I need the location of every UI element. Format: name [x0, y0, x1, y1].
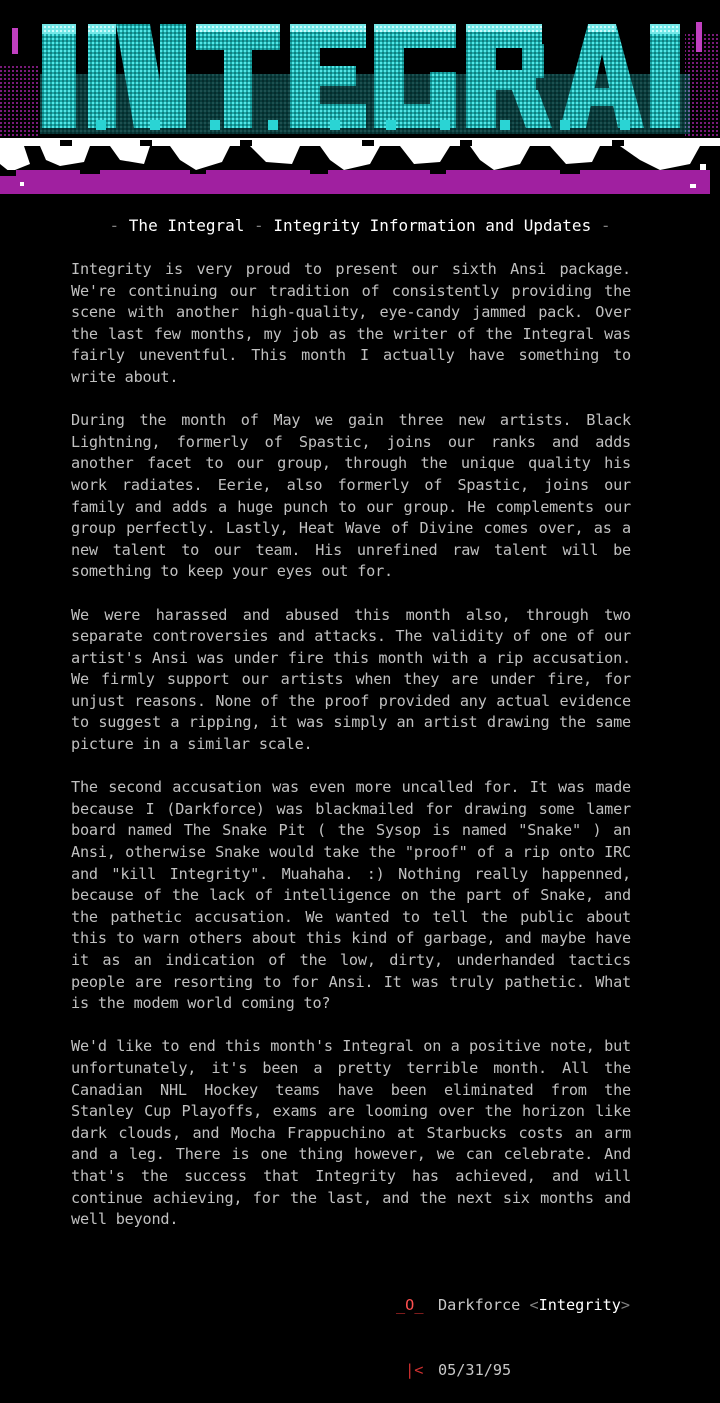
heading-dash-right: - — [600, 216, 611, 235]
signature-group: Integrity — [538, 1296, 621, 1315]
signature-glyph-bottom — [396, 1360, 438, 1382]
paragraph-intro: Integrity is very proud to present our sixth Ansi package. We're continuing our tradition of consistently providing the scene with another high-quality, eye-candy jammed pack. Over the last few months, my job as the writer of the Integral was fairly uneventful. This month I actually have something to write about. — [71, 260, 631, 386]
heading-dash-mid: - — [254, 216, 264, 235]
signature-author: Darkforce — [438, 1296, 521, 1315]
signature-glyph-top — [396, 1295, 438, 1317]
heading-subtitle: Integrity Information and Updates — [273, 216, 592, 235]
signature-gt: > — [620, 1296, 631, 1315]
sig-glyph-o: O — [405, 1296, 415, 1315]
page-heading — [0, 215, 720, 236]
article-body — [71, 259, 631, 1252]
paragraph-controversies: We were harassed and abused this month also, through two separate controversies and attacks. The validity of one of our artist's Ansi was under fire this month with a rip accusation. We firmly support our artists when they are under fire, for unjust reasons. None of the proof provided any actual evidence to suggest a ripping, it was simply an artist drawing the same picture in a similar scale. — [71, 605, 631, 754]
integral-logo — [0, 14, 720, 194]
heading-dash-left: - — [109, 216, 120, 235]
signature — [396, 1252, 630, 1403]
paragraph-closing: We'd like to end this month's Integral on a positive note, but unfortunately, it's been a pretty terrible month. All the Canadian NHL Hockey teams have been eliminated from the Stanley Cup Playoffs, exams are looming over the horizon like dark clouds, and Mocha Frappuchino at Starbucks costs an arm and a leg. There is one thing however, we can celebrate. And that's the success that Integrity has achieved, and will continue achieving, for the last, and the next six months and well beyond. — [71, 1037, 631, 1229]
sig-glyph-left: _ — [396, 1296, 406, 1315]
sig-glyph-k: |< — [405, 1360, 424, 1379]
paragraph-new-artists: During the month of May we gain three new artists. Black Lightning, formerly of Spastic, joins our ranks and adds another facet to our group, through the unique quality his work radiates. Eerie, also formerly of Spastic, joins our family and adds a huge punch to our group. He complements our group perfectly. Lastly, Heat Wave of Divine comes over, as a new talent to our team. His unrefined raw talent will be something to keep your eyes out for. — [71, 411, 631, 581]
signature-date: 05/31/95 — [438, 1360, 512, 1379]
paragraph-second-accusation: The second accusation was even more uncalled for. It was made because I (Darkforce) was blackmailed for drawing some lamer board named The Snake Pit ( the Sysop is named "Snake" ) an Ansi, otherwise Snake would take the "proof" of a rip onto IRC and "kill Integrity". Muahaha. :) Nothing really happenned, because of the lack of intelligence on the part of Snake, and the pathetic accusation. We wanted to tell the public about this to warn others about this kind of garbage, and maybe have it as an indication of the low, dirty, underhanded tactics people are resorting to for Ansi. It was truly pathetic. What is the modem world coming to? — [71, 778, 631, 1013]
sig-glyph-right: _ — [414, 1296, 424, 1315]
heading-title: The Integral — [128, 216, 245, 235]
signature-lt: < — [529, 1296, 539, 1315]
